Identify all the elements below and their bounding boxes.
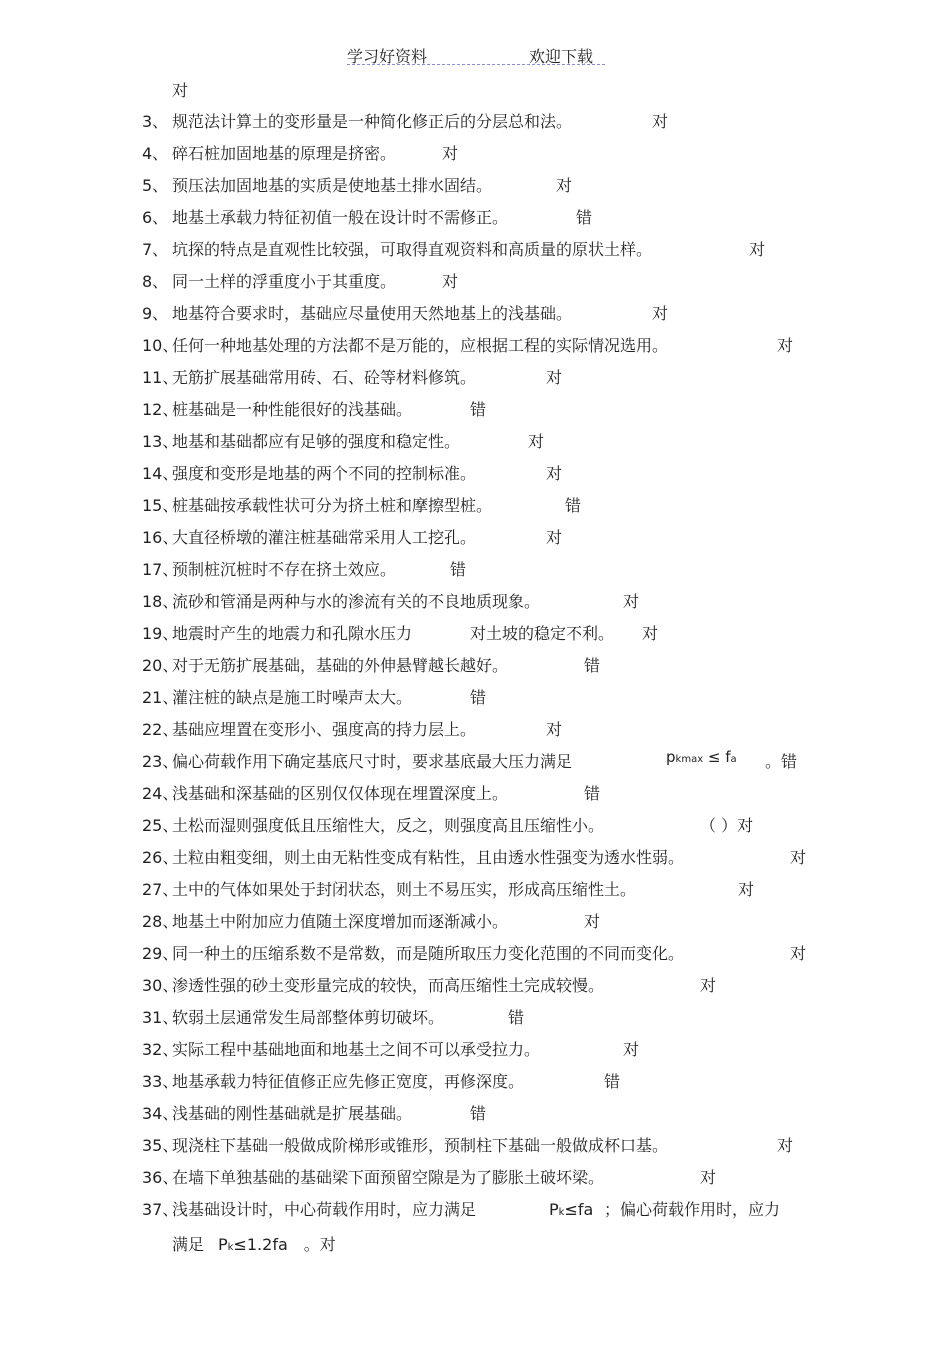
question-answer: 对 [777,336,794,355]
question-text: 强度和变形是地基的两个不同的控制标准。 [172,464,477,483]
question-number: 18、 [142,592,179,611]
question-text: 同一种土的压缩系数不是常数，而是随所取压力变化范围的不同而变化。 [172,944,685,963]
question-answer: 错 [584,656,601,675]
question-number: 19、 [142,624,179,643]
question-number: 7、 [142,240,169,259]
question-answer: 对 [528,432,545,451]
question-number: 16、 [142,528,179,547]
question-answer: 对 [546,720,563,739]
question-text: 桩基础是一种性能很好的浅基础。 [172,400,413,419]
question-answer: 错 [470,1104,487,1123]
question-text: 对于无筋扩展基础，基础的外伸悬臂越长越好。 [172,656,509,675]
question-answer: 。错 [765,752,798,771]
question-text: 地基符合要求时，基础应尽量使用天然地基上的浅基础。 [172,304,573,323]
question-text: 渗透性强的砂土变形量完成的较快，而高压缩性土完成较慢。 [172,976,605,995]
question-answer: 对 [556,176,573,195]
question-number: 4、 [142,144,169,163]
formula-rel: ≤fa [564,1200,594,1219]
line-37-answer: 。对 [303,1235,336,1254]
line-37-continuation [172,1232,336,1255]
question-number: 14、 [142,464,179,483]
question-text: 地基土承载力特征初值一般在设计时不需修正。 [172,208,509,227]
question-number: 15、 [142,496,179,515]
question-number: 10、 [142,336,179,355]
question-answer: （ ）对 [700,816,754,835]
question-text: 预压法加固地基的实质是使地基土排水固结。 [172,176,493,195]
question-text: 同一土样的浮重度小于其重度。 [172,272,397,291]
question-text: 坑探的特点是直观性比较强，可取得直观资料和高质量的原状土样。 [172,240,653,259]
question-number: 17、 [142,560,179,579]
question-number: 21、 [142,688,179,707]
line-37-prefix: 满足 [172,1235,205,1254]
question-text-continued: ；偏心荷载作用时，应力 [604,1200,781,1219]
question-text: 软弱土层通常发生局部整体剪切破坏。 [172,1008,445,1027]
question-number: 24、 [142,784,179,803]
formula-23 [666,748,737,766]
question-text: 浅基础的刚性基础就是扩展基础。 [172,1104,413,1123]
question-number: 6、 [142,208,169,227]
question-text: 实际工程中基础地面和地基土之间不可以承受拉力。 [172,1040,541,1059]
question-answer: 对 [738,880,755,899]
question-text: 土松而湿则强度低且压缩性大，反之，则强度高且压缩性小。 [172,816,605,835]
question-number: 11、 [142,368,179,387]
question-answer: 对 [623,592,640,611]
question-text: 偏心荷载作用下确定基底尺寸时，要求基底最大压力满足 [172,752,573,771]
question-answer: 对 [700,1168,717,1187]
question-text: 在墙下单独基础的基础梁下面预留空隙是为了膨胀土破坏梁。 [172,1168,605,1187]
question-answer: 对 [584,912,601,931]
question-text: 规范法计算土的变形量是一种简化修正后的分层总和法。 [172,112,573,131]
question-text: 桩基础按承载性状可分为挤土桩和摩擦型桩。 [172,496,493,515]
question-text: 土中的气体如果处于封闭状态，则土不易压实，形成高压缩性土。 [172,880,637,899]
question-text: 土粒由粗变细，则土由无粘性变成有粘性，且由透水性强变为透水性弱。 [172,848,685,867]
formula-rel: ≤ f [703,748,731,766]
question-text: 大直径桥墩的灌注桩基础常采用人工挖孔。 [172,528,477,547]
question-answer: 错 [576,208,593,227]
question-answer: 错 [508,1008,525,1027]
question-answer: 对 [652,304,669,323]
formula-37a [549,1200,593,1219]
question-text: 预制桩沉桩时不存在挤土效应。 [172,560,397,579]
question-answer: 错 [565,496,582,515]
question-answer: 对 [546,464,563,483]
previous-answer: 对 [172,81,189,100]
question-text: 灌注桩的缺点是施工时噪声太大。 [172,688,413,707]
question-answer: 对 [442,272,459,291]
question-answer: 对 [652,112,669,131]
question-answer: 对 [790,944,807,963]
header-right-text: 欢迎下载 [529,47,594,66]
question-number: 27、 [142,880,179,899]
formula-sub: k [558,1207,565,1218]
question-number: 34、 [142,1104,179,1123]
question-text: 无筋扩展基础常用砖、石、砼等材料修筑。 [172,368,477,387]
question-number: 12、 [142,400,179,419]
question-number: 28、 [142,912,179,931]
formula-sub2: a [730,754,737,765]
question-answer: 错 [470,400,487,419]
question-text: 任何一种地基处理的方法都不是万能的，应根据工程的实际情况选用。 [172,336,669,355]
question-text: 地震时产生的地震力和孔隙水压力 [172,624,413,643]
question-number: 31、 [142,1008,179,1027]
formula-rel: ≤1.2fa [233,1235,288,1254]
question-answer: 错 [470,688,487,707]
question-answer: 对 [442,144,459,163]
question-text-continued: 对土坡的稳定不利。 [470,624,615,643]
question-text: 浅基础和深基础的区别仅仅体现在埋置深度上。 [172,784,509,803]
header-left-text: 学习好资料 [347,47,428,66]
question-number: 30、 [142,976,179,995]
question-number: 23、 [142,752,179,771]
question-number: 35、 [142,1136,179,1155]
question-number: 36、 [142,1168,179,1187]
question-number: 22、 [142,720,179,739]
question-answer: 对 [546,528,563,547]
question-text: 地基土中附加应力值随土深度增加而逐渐减小。 [172,912,509,931]
formula-p: P [218,1235,228,1254]
question-number: 3、 [142,112,169,131]
question-answer: 对 [777,1136,794,1155]
question-text: 碎石桩加固地基的原理是挤密。 [172,144,397,163]
question-number: 32、 [142,1040,179,1059]
formula-sub: k [227,1242,234,1253]
page-header [347,44,605,65]
question-text: 基础应埋置在变形小、强度高的持力层上。 [172,720,477,739]
question-answer: 错 [584,784,601,803]
question-number: 13、 [142,432,179,451]
question-number: 9、 [142,304,169,323]
question-answer: 对 [700,976,717,995]
question-answer: 错 [604,1072,621,1091]
formula-p: P [549,1200,559,1219]
question-answer: 对 [790,848,807,867]
question-answer: 错 [450,560,467,579]
question-number: 33、 [142,1072,179,1091]
question-text: 地基和基础都应有足够的强度和稳定性。 [172,432,461,451]
question-number: 25、 [142,816,179,835]
question-number: 26、 [142,848,179,867]
question-text: 浅基础设计时，中心荷载作用时，应力满足 [172,1200,477,1219]
question-number: 8、 [142,272,169,291]
formula-sub: kmax [675,754,704,765]
question-answer: 对 [623,1040,640,1059]
formula-p: p [666,748,676,766]
question-text: 现浇柱下基础一般做成阶梯形或锥形，预制柱下基础一般做成杯口基。 [172,1136,669,1155]
question-text: 流砂和管涌是两种与水的渗流有关的不良地质现象。 [172,592,541,611]
question-number: 29、 [142,944,179,963]
question-number: 20、 [142,656,179,675]
question-text: 地基承载力特征值修正应先修正宽度，再修深度。 [172,1072,525,1091]
question-answer: 对 [749,240,766,259]
question-answer: 对 [546,368,563,387]
question-answer: 对 [642,624,659,643]
question-number: 5、 [142,176,169,195]
question-number: 37、 [142,1200,179,1219]
